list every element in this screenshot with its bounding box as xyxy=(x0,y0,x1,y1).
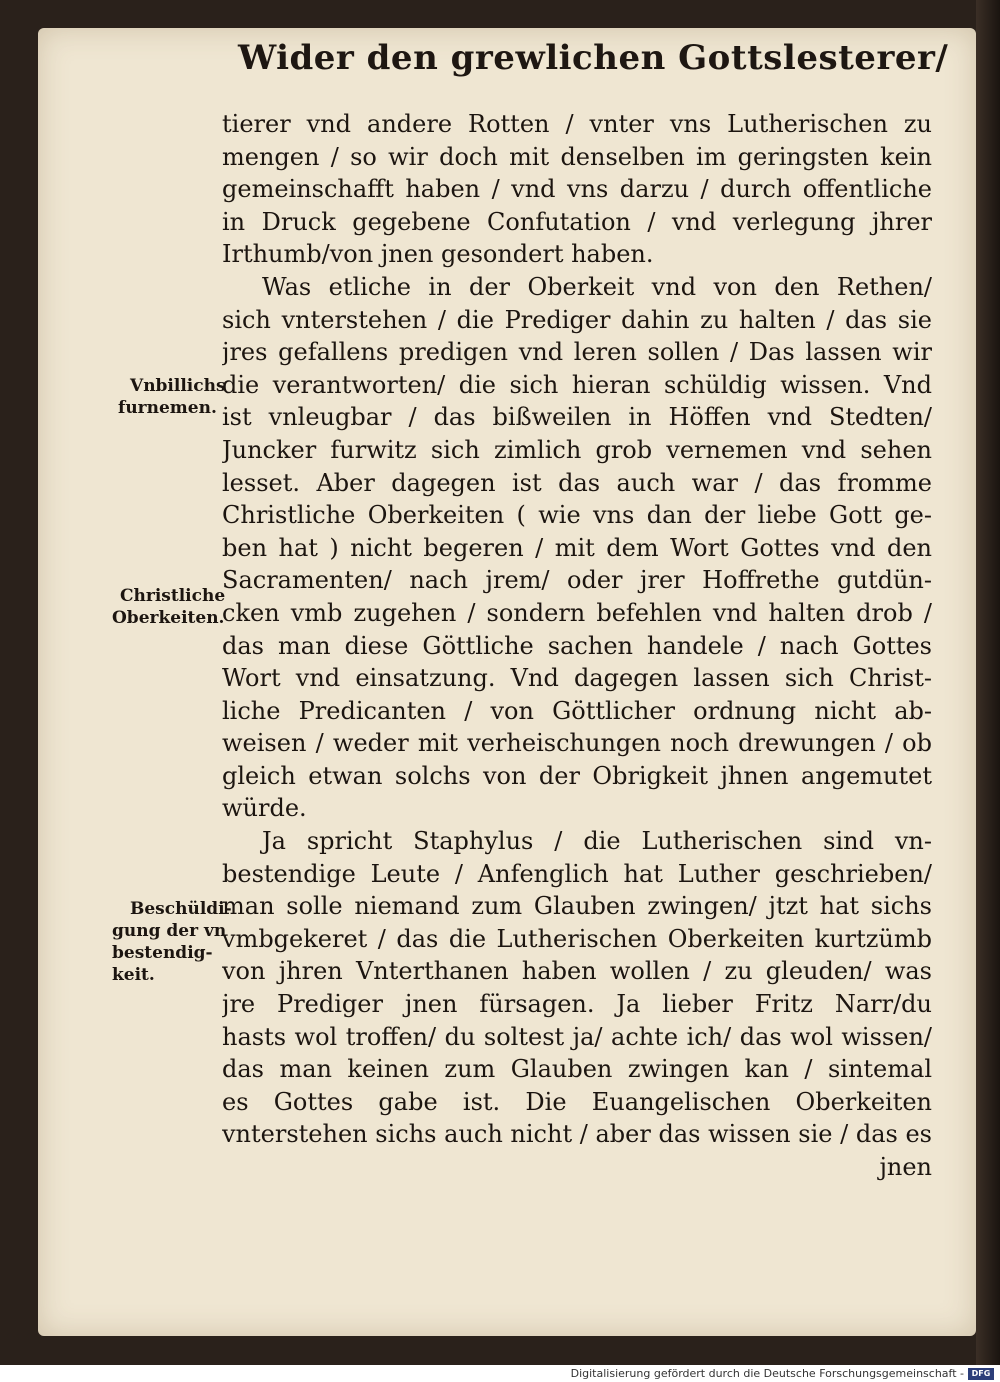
text-line: tierer vnd andere Rotten / vnter vns Lutherischen zu xyxy=(222,110,932,138)
text-line: Christliche Oberkeiten ( wie vns dan der liebe Gott ge- xyxy=(222,501,932,530)
text-line: gleich etwan solchs von der Obrigkeit jhnen angemutet xyxy=(222,761,932,790)
marginal-note-line: Vnbillichs xyxy=(130,376,226,396)
catchword: jnen xyxy=(879,1153,932,1181)
text-line: vnterstehen sichs auch nicht / aber das wissen sie / das es xyxy=(222,1120,932,1149)
marginal-note-line: Beschüldi- xyxy=(130,899,232,919)
text-line: würde. xyxy=(222,794,307,823)
text-line: jre Prediger jnen fürsagen. Ja lieber Fritz Narr/du xyxy=(222,990,932,1019)
marginal-note-unbillichs xyxy=(90,375,255,419)
text-line: jres gefallens predigen vnd leren sollen / Das lassen wir xyxy=(222,338,932,367)
text-line: ben hat ) nicht begeren / mit dem Wort Gottes vnd den xyxy=(222,533,932,562)
text-line: in Druck gegebene Confutation / vnd verlegung jhrer xyxy=(222,207,932,236)
marginal-note-line: gung der vn xyxy=(112,921,227,941)
page-body-text xyxy=(222,108,932,1184)
dfg-logo-icon: DFG xyxy=(968,1368,994,1380)
text-line: gemeinschafft haben / vnd vns darzu / durch offentliche xyxy=(222,175,932,204)
marginal-note-line: keit. xyxy=(112,965,155,985)
text-line: bestendige Leute / Anfenglich hat Luther geschrieben/ xyxy=(222,859,932,888)
text-line: Sacramenten/ nach jrem/ oder jrer Hoffrethe gutdün- xyxy=(222,566,932,595)
text-line: Juncker furwitz sich zimlich grob vernemen vnd sehen xyxy=(222,435,932,464)
text-line: Was etliche in der Oberkeit vnd von den Rethen/ xyxy=(262,272,932,301)
text-line: mengen / so wir doch mit denselben im geringsten kein xyxy=(222,142,932,171)
marginal-note-line: Oberkeiten. xyxy=(112,608,225,628)
text-line: liche Predicanten / von Göttlicher ordnung nicht ab- xyxy=(222,696,932,725)
text-line: ist vnleugbar / das bißweilen in Höffen vnd Stedten/ xyxy=(222,403,932,432)
text-line: cken vmb zugehen / sondern befehlen vnd halten drob / xyxy=(222,598,932,627)
marginal-note-line: Christliche xyxy=(120,586,226,606)
book-edge xyxy=(976,0,1000,1365)
text-line: vmbgekeret / das die Lutherischen Oberkeiten kurtzümb xyxy=(222,924,932,953)
footer-credit: Digitalisierung gefördert durch die Deutsche Forschungsgemeinschaft - xyxy=(570,1367,964,1380)
text-line: das man keinen zum Glauben zwingen kan / sintemal xyxy=(222,1055,932,1084)
marginal-note-line: bestendig- xyxy=(112,943,213,963)
text-line: man solle niemand zum Glauben zwingen/ jtzt hat sichs xyxy=(222,892,932,921)
text-line: es Gottes gabe ist. Die Euangelischen Oberkeiten xyxy=(222,1087,932,1116)
text-line: sich vnterstehen / die Prediger dahin zu halten / das sie xyxy=(222,305,932,334)
text-line: von jhren Vnterthanen haben wollen / zu gleuden/ was xyxy=(222,957,932,986)
text-line: weisen / weder mit verheischungen noch drewungen / ob xyxy=(222,729,932,758)
text-line: lesset. Aber dagegen ist das auch war / das fromme xyxy=(222,468,932,497)
text-line: das man diese Göttliche sachen handele / nach Gottes xyxy=(222,631,932,660)
marginal-note-line: furnemen. xyxy=(118,398,217,418)
text-line: Irthumb/von jnen gesondert haben. xyxy=(222,240,654,269)
marginal-note-beschuldigung xyxy=(90,898,255,986)
marginal-note-christliche xyxy=(90,585,255,629)
text-line: Ja spricht Staphylus / die Lutherischen sind vn- xyxy=(262,827,932,856)
running-header: Wider den grewlichen Gottslesterer/ xyxy=(238,38,949,78)
footer-bar xyxy=(0,1366,1000,1382)
text-line: Wort vnd einsatzung. Vnd dagegen lassen sich Christ- xyxy=(222,664,932,693)
text-line: hasts wol troffen/ du soltest ja/ achte ich/ das wol wissen/ xyxy=(222,1022,932,1051)
text-line: die verantworten/ die sich hieran schüldig wissen. Vnd xyxy=(222,370,932,399)
